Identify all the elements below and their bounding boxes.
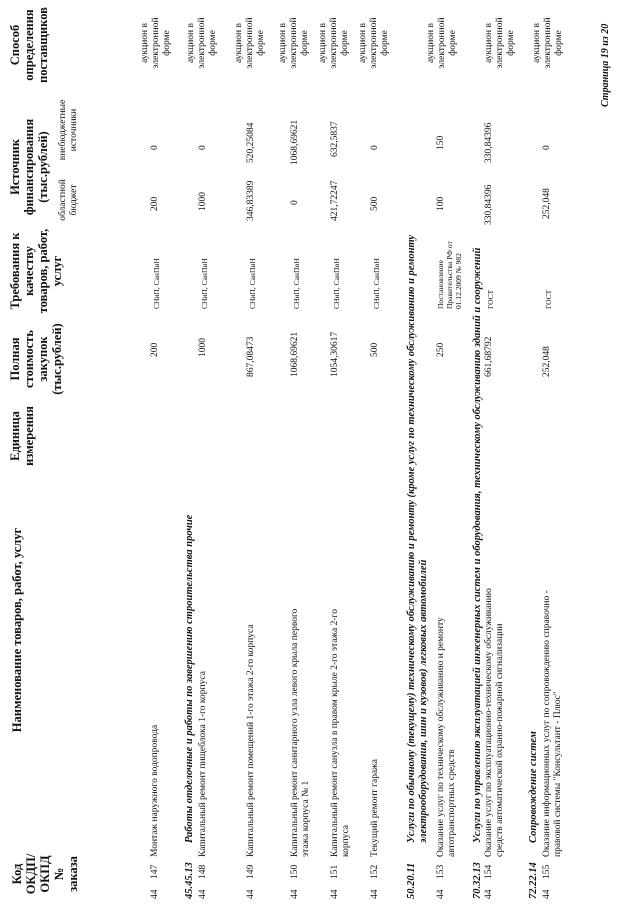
header-cost: Полная стоимость закупок (тыс.рублей) — [8, 323, 64, 395]
row-method: аукцион в электронной форме — [186, 17, 218, 69]
row-number: 150 — [290, 864, 300, 879]
row-name: Оказание услуг по эксплуатационно-техническому обслуживанию средств автоматической охранно-пожарной сигнализации — [484, 588, 505, 857]
row-number: 151 — [330, 864, 340, 879]
row-quality: Постановление Правительства РФ от 01.12.2009 № 982 — [436, 241, 463, 309]
row-number: 155 — [542, 864, 552, 879]
row-quality: ГОСТ — [486, 289, 495, 309]
header-sources: Источник финансирования (тыс.рублей) — [8, 118, 50, 216]
header-unit: Единица измерения — [8, 406, 36, 466]
row-extra: 632,5837 — [330, 121, 340, 157]
section-title: Услуги по обычному (текущему) техническому обслуживанию и ремонту (кроме услуг по техническому обслуживанию и ремонту электрооборудования, шин и кузовов) легковых автомобилей — [406, 234, 429, 843]
row-cost: 661,68792 — [484, 336, 494, 377]
header-name: Наименование товаров, работ, услуг — [10, 527, 24, 733]
row-code: 44 — [198, 889, 208, 899]
header-extra: внебюджетные источники — [58, 99, 79, 161]
row-number: 147 — [150, 864, 160, 879]
row-regional: 0 — [290, 200, 300, 205]
row-number: 152 — [370, 864, 380, 879]
row-name: Оказание информационных услуг по сопровождению справочно - правовой системы "Консультант - Плюс" — [542, 590, 563, 857]
row-code: 44 — [290, 889, 300, 899]
row-regional: 500 — [370, 196, 380, 211]
row-regional: 252,048 — [542, 188, 552, 219]
row-extra: 1068,69621 — [290, 119, 300, 165]
row-name: Капитальный ремонт санузла в правом крыле 2-го этажа 2-го корпуса — [330, 609, 351, 857]
row-code: 44 — [436, 889, 446, 899]
page-number: Страница 19 из 20 — [600, 23, 611, 107]
row-cost: 200 — [150, 342, 160, 357]
row-method: аукцион в электронной форме — [532, 17, 564, 69]
row-extra: 0 — [150, 145, 160, 150]
row-quality: СНиП, СанПиН — [372, 258, 381, 309]
header-method: Способ определения поставщиков — [8, 7, 50, 83]
row-regional: 1000 — [198, 192, 208, 211]
row-extra: 0 — [370, 145, 380, 150]
row-quality: СНиП, СанПиН — [332, 258, 341, 309]
row-number: 148 — [198, 864, 208, 879]
row-quality: СНиП, СанПиН — [292, 258, 301, 309]
row-method: аукцион в электронной форме — [234, 17, 266, 69]
row-code: 44 — [484, 889, 494, 899]
row-cost: 1000 — [198, 338, 208, 357]
row-name: Капитальный ремонт помещений 1-го этажа 2-го корпуса — [246, 624, 256, 857]
row-extra: 520,25084 — [246, 122, 256, 163]
row-cost: 500 — [370, 342, 380, 357]
row-code: 44 — [246, 889, 256, 899]
row-name: Капитальный ремонт санитарного узла левого крыла первого этажа корпуса № 1 — [290, 608, 311, 857]
row-number: 154 — [484, 864, 494, 879]
section-code: 50.20.11 — [406, 862, 417, 899]
row-regional: 421,72247 — [330, 180, 340, 221]
row-name: Монтаж наружного водопровода — [150, 724, 160, 857]
row-quality: СНиП, СанПиН — [152, 258, 161, 309]
row-code: 44 — [542, 889, 552, 899]
row-name: Капитальный ремонт пищеблока 1-го корпуса — [198, 671, 208, 857]
row-extra: 150 — [436, 135, 446, 150]
row-cost: 1054,30617 — [330, 331, 340, 377]
row-regional: 200 — [150, 196, 160, 211]
row-method: аукцион в электронной форме — [484, 17, 516, 69]
row-method: аукцион в электронной форме — [358, 17, 390, 69]
row-number: 153 — [436, 864, 446, 879]
row-regional: 346,83389 — [246, 180, 256, 221]
row-code: 44 — [370, 889, 380, 899]
section-code: 72.22.14 — [528, 862, 539, 899]
row-quality: СНиП, СанПиН — [200, 258, 209, 309]
row-method: аукцион в электронной форме — [140, 17, 172, 69]
row-name: Текущий ремонт гаража — [370, 759, 380, 857]
row-regional: 330,84396 — [484, 184, 494, 225]
row-number: 149 — [246, 864, 256, 879]
header-regional: областной бюджет — [58, 179, 79, 221]
header-quality: Требования к качеству товаров, работ, услуг — [8, 228, 64, 314]
row-code: 44 — [330, 889, 340, 899]
row-method: аукцион в электронной форме — [278, 17, 310, 69]
row-cost: 867,08473 — [246, 336, 256, 377]
section-code: 70.32.13 — [472, 862, 483, 899]
row-method: аукцион в электронной форме — [426, 17, 458, 69]
row-quality: ГОСТ — [544, 289, 553, 309]
row-extra: 0 — [198, 145, 208, 150]
section-code: 45.45.13 — [184, 862, 195, 899]
row-quality: СНиП, СанПиН — [248, 258, 257, 309]
row-extra: 330,84396 — [484, 122, 494, 163]
row-code: 44 — [150, 889, 160, 899]
row-regional: 100 — [436, 196, 446, 211]
row-method: аукцион в электронной форме — [318, 17, 350, 69]
row-extra: 0 — [542, 145, 552, 150]
row-cost: 252,048 — [542, 346, 552, 377]
row-name: Оказание услуг по техническому обслуживанию и ремонту автотранспортных средств — [436, 617, 457, 857]
section-title: Сопровождение систем — [528, 731, 539, 843]
row-cost: 1068,69621 — [290, 331, 300, 377]
section-title: Услуги по управлению эксплуатацией инженерных систем и оборудования, техническому обслуживанию зданий и сооружений — [472, 247, 483, 843]
section-title: Работы отделочные и работы по завершению строительства прочие — [184, 514, 195, 843]
header-code: Код ОКДП/ ОКПД № заказа — [10, 853, 80, 895]
row-cost: 250 — [436, 342, 446, 357]
